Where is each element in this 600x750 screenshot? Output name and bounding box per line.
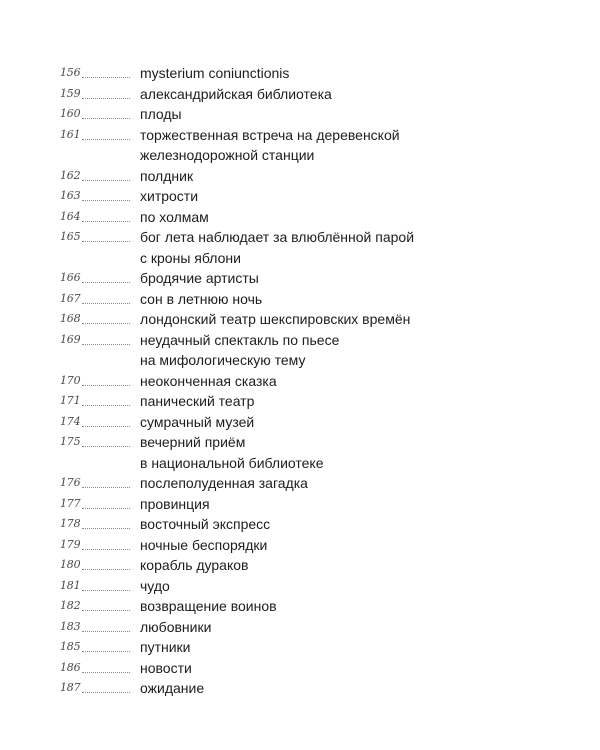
entry-title — [140, 227, 560, 268]
page-number: 162 — [60, 168, 81, 182]
table-of-contents — [60, 63, 560, 699]
page-number: 182 — [60, 599, 81, 612]
entry-title-line: панический театр — [140, 393, 255, 409]
entry-title-line: неудачный спектакль по пьесе — [140, 331, 340, 348]
toc-entry — [60, 576, 560, 597]
entry-title — [140, 637, 560, 658]
entry-title-line: торжественная встреча на деревенской — [140, 126, 400, 143]
entry-title — [140, 412, 560, 433]
entry-title — [140, 432, 560, 473]
entry-title-line: новости — [140, 659, 192, 676]
dotted-leader — [82, 125, 130, 146]
page-number: 186 — [60, 660, 81, 674]
dotted-leader — [82, 391, 130, 412]
entry-title — [140, 186, 560, 207]
page-number: 185 — [60, 640, 81, 653]
entry-title — [140, 658, 560, 679]
entry-title-line: с кроны яблони — [140, 249, 241, 266]
entry-title — [140, 166, 560, 187]
toc-entry — [60, 678, 560, 699]
entry-title — [140, 289, 560, 310]
toc-entry — [60, 63, 560, 84]
entry-title-line: ожидание — [140, 680, 205, 696]
entry-title — [140, 678, 560, 699]
entry-title-line: провинция — [140, 495, 210, 512]
toc-entry — [60, 658, 560, 679]
dotted-leader — [82, 432, 130, 453]
dotted-leader — [82, 227, 130, 248]
toc-entry — [60, 309, 560, 330]
page-number: 179 — [60, 537, 81, 551]
entry-title-line: вечерний приём — [140, 434, 246, 450]
entry-title-line: хитрости — [140, 188, 199, 204]
page-number: 160 — [60, 107, 81, 120]
page-number: 183 — [60, 619, 81, 633]
entry-title — [140, 391, 560, 412]
entry-title-line: восточный экспресс — [140, 516, 271, 532]
page-number: 156 — [60, 66, 81, 79]
entry-title-line: в национальной библиотеке — [140, 454, 324, 471]
toc-entry — [60, 104, 560, 125]
dotted-leader — [82, 268, 130, 289]
entry-title — [140, 555, 560, 576]
dotted-leader — [82, 555, 130, 576]
entry-title — [140, 576, 560, 597]
toc-entry — [60, 432, 560, 473]
toc-entry — [60, 227, 560, 268]
dotted-leader — [82, 330, 130, 351]
entry-title — [140, 207, 560, 228]
page-number: 167 — [60, 291, 81, 305]
entry-title-line: чудо — [140, 577, 170, 594]
toc-entry — [60, 514, 560, 535]
page-number: 159 — [60, 86, 81, 100]
dotted-leader — [82, 494, 130, 515]
entry-title — [140, 84, 560, 105]
page-number: 166 — [60, 271, 81, 284]
toc-entry — [60, 412, 560, 433]
toc-entry — [60, 166, 560, 187]
page-number: 176 — [60, 476, 81, 489]
dotted-leader — [82, 514, 130, 535]
dotted-leader — [82, 371, 130, 392]
entry-title-line: путники — [140, 639, 191, 655]
dotted-leader — [82, 207, 130, 228]
dotted-leader — [82, 658, 130, 679]
toc-entry — [60, 268, 560, 289]
dotted-leader — [82, 63, 130, 84]
page-number: 169 — [60, 332, 81, 346]
toc-entry — [60, 207, 560, 228]
toc-entry — [60, 617, 560, 638]
dotted-leader — [82, 678, 130, 699]
entry-title — [140, 104, 560, 125]
entry-title-line: любовники — [140, 618, 212, 635]
entry-title — [140, 125, 560, 166]
toc-entry — [60, 289, 560, 310]
page-number: 170 — [60, 373, 81, 387]
entry-title-line: послеполуденная загадка — [140, 475, 308, 491]
entry-title-line: лондонский театр шекспировских времён — [140, 311, 411, 327]
entry-title — [140, 63, 560, 84]
entry-title — [140, 494, 560, 515]
page-number: 175 — [60, 435, 81, 448]
page-number: 178 — [60, 517, 81, 530]
toc-entry — [60, 555, 560, 576]
entry-title-line: александрийская библиотека — [140, 85, 332, 102]
entry-title-line: ночные беспорядки — [140, 536, 268, 553]
page-number: 180 — [60, 558, 81, 571]
page-number: 163 — [60, 189, 81, 202]
entry-title — [140, 268, 560, 289]
entry-title — [140, 330, 560, 371]
page-number: 171 — [60, 394, 81, 407]
dotted-leader — [82, 637, 130, 658]
dotted-leader — [82, 186, 130, 207]
entry-title-line: бродячие артисты — [140, 270, 259, 286]
dotted-leader — [82, 617, 130, 638]
toc-entry — [60, 125, 560, 166]
entry-title — [140, 535, 560, 556]
entry-title — [140, 617, 560, 638]
entry-title — [140, 309, 560, 330]
page-number: 164 — [60, 209, 81, 223]
entry-title-line: на мифологическую тему — [140, 352, 306, 368]
dotted-leader — [82, 84, 130, 105]
toc-entry — [60, 596, 560, 617]
entry-title-line: корабль дураков — [140, 557, 249, 573]
toc-entry — [60, 637, 560, 658]
toc-entry — [60, 391, 560, 412]
page-number: 177 — [60, 496, 81, 510]
page-number: 165 — [60, 230, 81, 243]
toc-entry — [60, 84, 560, 105]
entry-title — [140, 473, 560, 494]
entry-title-line: неоконченная сказка — [140, 372, 277, 389]
dotted-leader — [82, 576, 130, 597]
entry-title-line: плоды — [140, 106, 182, 122]
entry-title — [140, 514, 560, 535]
toc-entry — [60, 535, 560, 556]
entry-title-line: сумрачный музей — [140, 413, 255, 430]
dotted-leader — [82, 412, 130, 433]
dotted-leader — [82, 166, 130, 187]
page-number: 174 — [60, 414, 81, 428]
dotted-leader — [82, 104, 130, 125]
toc-entry — [60, 330, 560, 371]
toc-entry — [60, 494, 560, 515]
page-number: 181 — [60, 578, 81, 592]
entry-title-line: по холмам — [140, 208, 209, 225]
page-number: 168 — [60, 312, 81, 325]
page-number: 161 — [60, 127, 81, 141]
entry-title-line: железнодорожной станции — [140, 147, 315, 163]
dotted-leader — [82, 309, 130, 330]
entry-title-line: полдник — [140, 167, 194, 184]
dotted-leader — [82, 535, 130, 556]
toc-entry — [60, 473, 560, 494]
toc-entry — [60, 371, 560, 392]
entry-title-line: бог лета наблюдает за влюблённой парой — [140, 229, 415, 245]
entry-title-line: mysterium coniunctionis — [140, 65, 290, 81]
dotted-leader — [82, 289, 130, 310]
entry-title-line: сон в летнюю ночь — [140, 290, 263, 307]
page-number: 187 — [60, 681, 81, 694]
entry-title — [140, 596, 560, 617]
toc-entry — [60, 186, 560, 207]
entry-title — [140, 371, 560, 392]
entry-title-line: возвращение воинов — [140, 598, 277, 614]
dotted-leader — [82, 596, 130, 617]
dotted-leader — [82, 473, 130, 494]
